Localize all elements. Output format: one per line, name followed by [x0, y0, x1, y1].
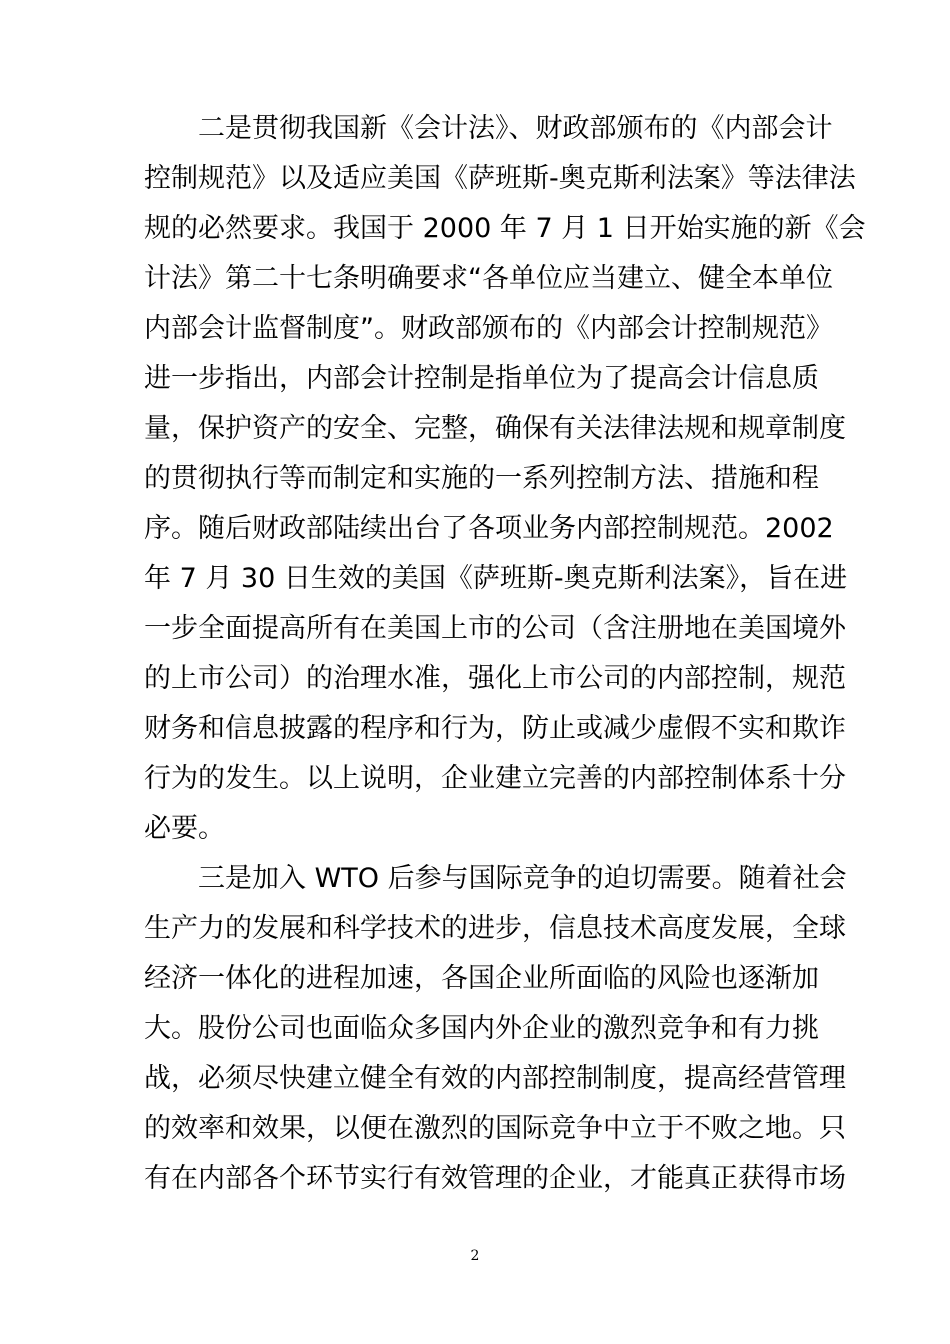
text-line: 必要。	[144, 813, 225, 844]
text-line: 序。随后财政部陆续出台了各项业务内部控制规范。2002	[144, 513, 834, 544]
text-line: 有在内部各个环节实行有效管理的企业，才能真正获得市场	[144, 1163, 846, 1194]
text-line: 行为的发生。以上说明，企业建立完善的内部控制体系十分	[144, 763, 846, 794]
text-line: 控制规范》以及适应美国《萨班斯-奥克斯利法案》等法律法	[144, 163, 856, 194]
page-number: 2	[470, 1248, 480, 1264]
text-line: 的贯彻执行等而制定和实施的一系列控制方法、措施和程	[144, 463, 819, 494]
text-line: 的效率和效果，以便在激烈的国际竞争中立于不败之地。只	[144, 1113, 846, 1144]
text-line: 年 7 月 30 日生效的美国《萨班斯-奥克斯利法案》，旨在进	[144, 563, 848, 594]
text-line: 内部会计监督制度”。财政部颁布的《内部会计控制规范》	[144, 313, 833, 344]
text-line: 大。股份公司也面临众多国内外企业的激烈竞争和有力挑	[144, 1013, 819, 1044]
text-line: 进一步指出，内部会计控制是指单位为了提高会计信息质	[144, 363, 819, 394]
text-line: 战，必须尽快建立健全有效的内部控制制度，提高经营管理	[144, 1063, 846, 1094]
paragraph-internal-control-laws	[144, 104, 866, 854]
text-line: 计法》第二十七条明确要求“各单位应当建立、健全本单位	[144, 263, 833, 294]
text-line: 三是加入 WTO 后参与国际竞争的迫切需要。随着社会	[198, 863, 847, 894]
paragraph-wto-competition	[144, 854, 847, 1204]
text-line: 财务和信息披露的程序和行为，防止或减少虚假不实和欺诈	[144, 713, 846, 744]
text-line: 的上市公司）的治理水准，强化上市公司的内部控制，规范	[144, 663, 846, 694]
text-line: 二是贯彻我国新《会计法》、财政部颁布的《内部会计	[198, 113, 833, 144]
body-text	[144, 104, 866, 1204]
text-line: 一步全面提高所有在美国上市的公司（含注册地在美国境外	[144, 613, 846, 644]
text-line: 生产力的发展和科学技术的进步，信息技术高度发展，全球	[144, 913, 846, 944]
text-line: 规的必然要求。我国于 2000 年 7 月 1 日开始实施的新《会	[144, 213, 866, 244]
text-line: 经济一体化的进程加速，各国企业所面临的风险也逐渐加	[144, 963, 819, 994]
text-line: 量，保护资产的安全、完整，确保有关法律法规和规章制度	[144, 413, 846, 444]
